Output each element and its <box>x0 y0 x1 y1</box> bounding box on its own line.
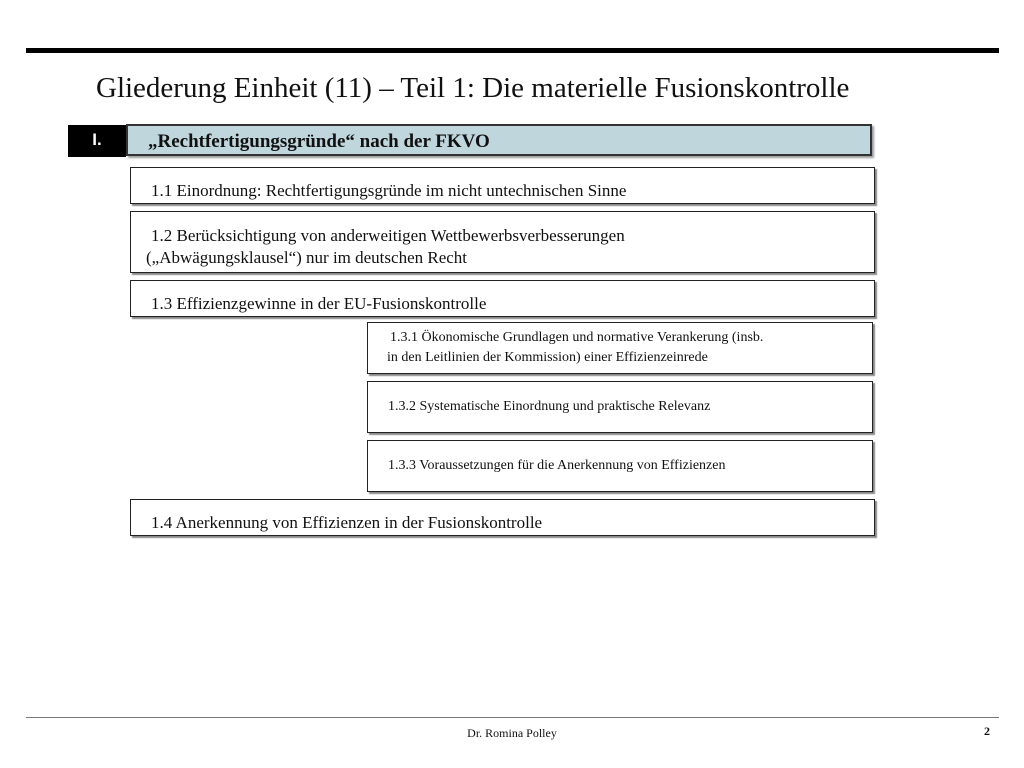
slide-title: Gliederung Einheit (11) – Teil 1: Die materielle Fusionskontrolle <box>96 72 850 104</box>
outline-subitem-text: 1.3.2 Systematische Einordnung und praktische Relevanz <box>388 399 711 414</box>
outline-subitem-text: 1.3.3 Voraussetzungen für die Anerkennung von Effizienzen <box>388 458 726 473</box>
page-number: 2 <box>984 724 990 738</box>
outline-item-1-2 <box>130 211 875 273</box>
outline-subitem-text: in den Leitlinien der Kommission) einer Effizienzeinrede <box>387 350 708 365</box>
outline-item-text: („Abwägungsklausel“) nur im deutschen Recht <box>146 248 468 267</box>
outline-subitem-1-3-3 <box>367 440 873 492</box>
outline-item-text: 1.1 Einordnung: Rechtfertigungsgründe im nicht untechnischen Sinne <box>151 181 627 200</box>
section-heading: „Rechtfertigungsgründe“ nach der FKVO <box>126 124 872 156</box>
section-number: I. <box>68 125 126 157</box>
outline-item-1-1 <box>130 167 875 204</box>
outline-item-1-3 <box>130 280 875 317</box>
outline-item-text: 1.3 Effizienzgewinne in der EU-Fusionskontrolle <box>151 294 487 313</box>
outline-subitem-1-3-1 <box>367 322 873 374</box>
footer-author: Dr. Romina Polley <box>467 726 557 740</box>
outline-subitem-text: 1.3.1 Ökonomische Grundlagen und normative Verankerung (insb. <box>390 330 764 345</box>
outline-subitem-1-3-2 <box>367 381 873 433</box>
outline-item-1-4 <box>130 499 875 536</box>
top-rule <box>26 48 999 53</box>
footer-rule <box>26 717 999 718</box>
outline-item-text: 1.4 Anerkennung von Effizienzen in der Fusionskontrolle <box>151 513 543 532</box>
outline-item-text: 1.2 Berücksichtigung von anderweitigen Wettbewerbsverbesserungen <box>151 226 625 245</box>
